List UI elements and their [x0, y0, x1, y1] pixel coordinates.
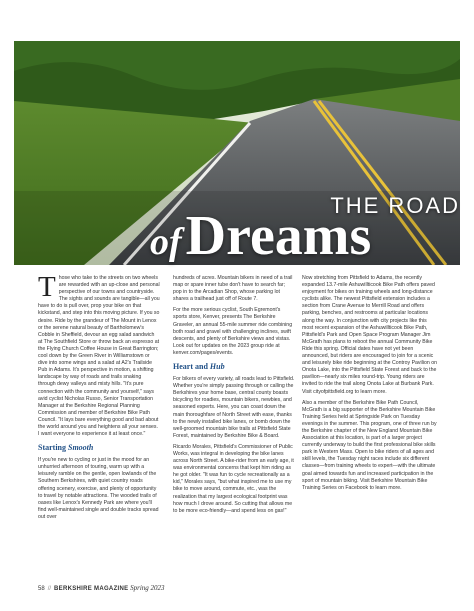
footer-separator: //: [47, 586, 52, 592]
intro-paragraph: [38, 271, 160, 438]
title-dreams: Dreams: [185, 205, 372, 267]
paragraph: For the more serious cyclist, South Egremont's sports store, Kenver, presents The Berkshire Graveler, an annual 55-mile summer ride combining both road and gravel with challenging inclines, swift descents, and plenty of Berkshire views and vistas. Look out for updates on the 2023 group ride at kenver.com/pages/events.: [173, 307, 293, 356]
subhead-smooth: Smooth: [68, 443, 94, 453]
subhead-hub: Hub: [209, 362, 225, 372]
column-2: [173, 275, 295, 519]
paragraph: If you're new to cycling or just in the mood for an unhurried afternoon of touring, warm up with a leisurely ramble on the gentle, open lowlands of the Southern Berkshires, with quiet country roads offering scenery, exercise, and plenty of opportunity to travel by notable attractions. The wooded trails of oases like Lenox's Kennedy Park are where you'll find well-maintained single and double tracks spread out over: [38, 457, 159, 520]
intro-text: hose who take to the streets on two wheels are rewarded with an up-close and personal perspective of our towns and countryside. The sights and sounds are tangible—all you have to do is pull over, prop your bike on that kickstand, and step into this moving picture. If you so desire. Ride by the grandeur of The Mount in Lenox or the serene natural beauty of Bartholomew's Cobble in Sheffield, devour an egg salad sandwich at The Southfield Store or throw back an espresso at the Flying Church Coffee House in Great Barrington; cool down by the Green River in Williamstown or dive into some wings and a salad at A2's Trailside Pub in Adams. It's perspective in motion, a shifting landscape by way of roads and trails snaking through dewy valleys and misty hills. "It's pure connection with the community and yourself," says avid cyclist Nicholas Russo, Senior Transportation Manager at the Berkshire Regional Planning Commission and member of Berkshire Bike Path Council. "It lays bare everything good and bad about the world around you and heightens all your senses. I want everyone to experience it at least once.": [38, 275, 160, 438]
title-of: of: [150, 221, 182, 263]
article-body: [38, 271, 442, 585]
page-footer: [38, 584, 165, 592]
paragraph: Also a member of the Berkshire Bike Path Council, McGrath is a big supporter of the Berkshire Mountain Bike Training Series held at Springside Park on Tuesday evenings in the summer. This program, one of three run by the Berkshire chapter of the New England Mountain Bike Association at this location, is part of a larger project currently underway to build the first professional bike skills park in Western Mass. Open to bike riders of all ages and skill levels, the Tuesday night races include six different classes—from training wheels to expert—with the ultimate goal aimed towards fun and increased participation in the sport of mountain biking. Visit Berkshire Mountain Bike Training Series on Facebook to learn more.: [302, 399, 437, 491]
paragraph: hundreds of acres. Mountain bikers in need of a trail map or spare inner tube don't have to search far; pop in to the Arcadian Shop, whose parking lot shares a trailhead just off of Route 7.: [173, 275, 293, 303]
drop-cap: T: [38, 271, 56, 303]
title-line-the-road: THE ROAD: [330, 193, 460, 218]
page-number: 58: [38, 586, 45, 592]
issue-date: Spring 2023: [130, 584, 165, 592]
column-1: [38, 271, 160, 525]
column-3: [302, 275, 438, 496]
paragraph: For bikers of every variety, all roads lead to Pittsfield. Whether you're simply passing through or calling the Berkshires your home base, central county boasts bicycling for roadies, mountain bikers, newbies, and seasoned experts. Here, you can coast down the main thoroughfare of North Street with ease, thanks to the newly installed bike lanes, or bomb down the well-groomed mountain bike trails at Pittsfield State Forest, maintained by Berkshire Bike & Board.: [173, 376, 295, 439]
subhead-starting: Starting: [38, 443, 66, 453]
subhead-heart-and: Heart and: [173, 362, 208, 372]
paragraph: Now stretching from Pittsfield to Adams, the recently expanded 13.7-mile Ashuwillticook Bike Path offers paved enjoyment for bikes on training wheels and long-distance cyclists alike. The newest Pittsfield extension includes a section from Crane Avenue to Merrill Road and offers parking, benches, and restrooms at particular locations along the way. In conjunction with city projects like this most recent expansion of the Ashuwillticook Bike Path, Pittsfield's Park and Open Space Program Manager Jim McGrath has plans to reboot the annual Community Bike Ride this spring. Official dates have not yet been announced, but riders are encouraged to join for a scenic and leisurely bike ride beginning at the Controy Pavilion on Onota Lake, into the Pittsfield State Forest and back to the pavilion—nearly six miles round-trip. Young riders are invited to ride the trail along Onota Lake at Burbank Park. Visit cityofpittsfield.org to learn more.: [302, 275, 437, 395]
subhead-heart-and-hub: [173, 362, 295, 372]
subhead-starting-smooth: [38, 443, 160, 453]
magazine-name: BERKSHIRE MAGAZINE: [54, 586, 129, 592]
paragraph: Ricardo Morales, Pittsfield's Commissioner of Public Works, was integral in developing the bike lanes across North Street. A bike-rider from an early age, it was environmental concerns that kept him riding as he got older. "It was fun to cycle recreationally as a kid," Morales says, "but what inspired me to use my bike to move around, commute, etc., was the realization that my largest ecological footprint was how much I drove around. So cutting that allows me to be more eco-friendly—and spend less on gas!": [173, 443, 294, 514]
title-of-dreams: [150, 205, 372, 267]
